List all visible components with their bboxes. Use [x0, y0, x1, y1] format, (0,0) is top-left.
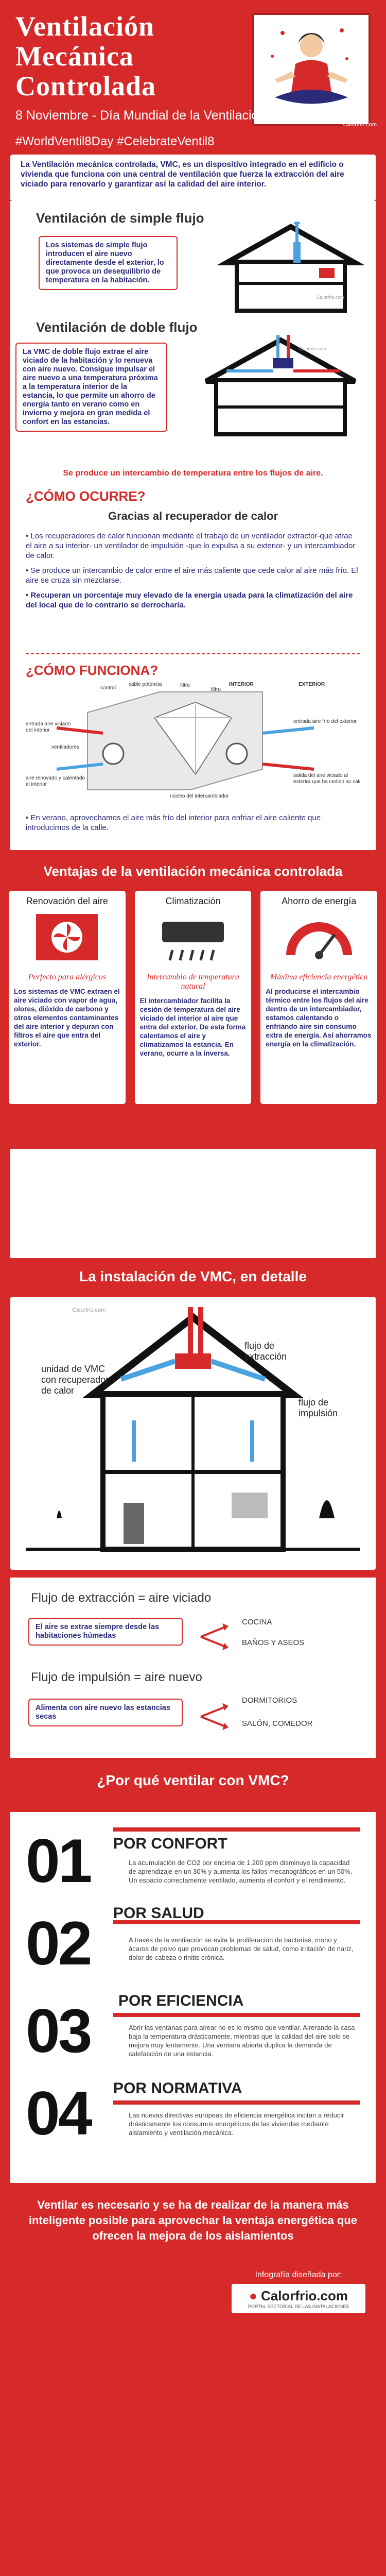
- how-bullet-3: • Recuperan un porcentaje muy elevado de la energía usada para la climatización del aire del local que de lo contrario se derrocharía.: [26, 591, 353, 609]
- how-title: ¿CÓMO OCURRE?: [26, 488, 146, 504]
- how-bullet-1-text: Los recuperadores de calor funcionan mediante el trabajo de un ventilador extractor-que atrae el aire a su interior- un ventilador de impulsión -que lo expulsa a su exterior- y un intercambiador de calor.: [26, 532, 356, 560]
- intro-text: La Ventilación mecánica controlada, VMC, es un dispositivo integrado en el edificio o vivienda que funciona con una central de ventilación que fuerza la extracción del aire viciado para renovarlo y garantizar así la calidad del aire interior.: [21, 160, 344, 189]
- footer: [0, 2183, 386, 2332]
- extract-arrows-icon: [196, 1621, 237, 1652]
- designed-by: Infografía diseñada por:: [255, 2270, 342, 2279]
- how-bullet-1: • Los recuperadores de calor funcionan mediante el trabajo de un ventilador extractor-que atrae el aire a su interior- un ventilador de impulsión -que lo expulsa a su exterior- y un intercambiador de calor.: [26, 532, 356, 560]
- card-text-air: Los sistemas de VMC extraen el aire viciado con vapor de agua, olores, dióxido de carbono y otros elementos contaminantes del aire interior y depuran con filtros el aire que entra del exterior.: [14, 988, 120, 1048]
- reason-1-text: La acumulación de CO2 por encima de 1.200 ppm disminuye la capacidad de aprendizaje en un 30% y aumenta los fallos mecanográficos en un 50%. Un espacio correctamente ventilado, aumenta el confort y el rendimiento.: [129, 1859, 353, 1884]
- simple-flow-house-icon: [216, 222, 365, 314]
- title-line-2: Mecánica: [15, 41, 134, 72]
- footer-credit: [232, 2270, 365, 2313]
- label-aire-renovado: aire renovado y calentado: [26, 775, 85, 781]
- label-interior: INTERIOR: [229, 682, 254, 687]
- why-title: ¿Por qué ventilar con VMC?: [97, 1772, 289, 1788]
- advantage-card-energy: [259, 889, 379, 1106]
- label-salida: salida del aire viciado al: [293, 773, 348, 778]
- impulse-arrows-icon: [196, 1701, 237, 1732]
- advantage-card-air: [7, 889, 127, 1106]
- intro-box: [10, 155, 376, 201]
- install-panel: [10, 1297, 376, 1570]
- logo-mark-icon: ●: [249, 2288, 257, 2303]
- label-salida-2: exterior que ha cedido su calor: [293, 779, 360, 785]
- simple-flow-title: Ventilación de simple flujo: [36, 210, 204, 226]
- footer-brand-text: Calorfrio.com: [260, 2288, 348, 2303]
- how-bullet-3-text: Recuperan un porcentaje muy elevado de la energía usada para la climatización del aire del local que de lo contrario se derrocharía.: [26, 591, 353, 609]
- double-brand-text: Calorfrio.com: [299, 346, 326, 351]
- impulse-title: Flujo de impulsión = aire nuevo: [31, 1670, 202, 1684]
- meditation-illustration: [252, 13, 371, 126]
- card-title-air: Renovación del aire: [26, 896, 108, 906]
- label-filtro-1: filtro: [180, 683, 190, 688]
- yoga-person-icon: [254, 15, 369, 124]
- install-house-icon: [10, 1297, 376, 1570]
- card-title-climate: Climatización: [165, 896, 221, 906]
- reason-3-number: 03: [26, 1996, 91, 2065]
- install-title: La instalación de VMC, en detalle: [79, 1268, 307, 1284]
- impulse-tag-bedrooms: DORMITORIOS: [242, 1696, 297, 1705]
- card-text-climate: El intercambiador facilita la cesión de temperatura del aire viciado del interior al aire que entra del exterior. De esta forma calentamos el aire y climatizamos la estancia. En verano, ocurre a la inversa.: [139, 997, 246, 1057]
- how-subtitle: Gracias al recuperador de calor: [108, 510, 278, 522]
- simple-flow-text: Los sistemas de simple flujo introducen el aire nuevo directamente desde el exterior, lo que provoca un desequilibrio de temperatura en la habitación.: [39, 236, 178, 290]
- summer-note-text: En verano, aprovechamos el aire más frío del interior para enfriar el aire caliente que introducimos de la calle.: [26, 814, 321, 832]
- how-bullet-2: • Se produce un intercambio de calor entre el aire más caliente que cede calor al aire más frío. El aire se cruza sin mezclarse.: [26, 566, 358, 585]
- label-aire-renovado-2: al interior: [26, 782, 47, 787]
- hero: [0, 0, 386, 155]
- reason-3-text: Abrir las ventanas para airear no es lo mismo que ventilar. Airerando la casa baja la temperatura drásticamente, mientras que la calidad del aire solo se mejora muy lentamente. Una ventana abierta duplica la demanda de calefacción de una estancia.: [129, 2024, 355, 2058]
- content-panel: [10, 201, 376, 1258]
- reason-4-number: 04: [26, 2079, 91, 2148]
- reason-2-head: POR SALUD: [113, 1905, 204, 1922]
- simple-brand-text: Calorfrio.com: [317, 295, 344, 300]
- impulse-text: Alimenta con aire nuevo las estancias secas: [28, 1699, 183, 1726]
- label-nucleo: núcleo del intercambiador: [170, 793, 229, 799]
- reason-4-bar: [113, 2100, 360, 2105]
- reason-2: [10, 1905, 376, 1992]
- why-list: [10, 1812, 376, 2183]
- why-header: [0, 1758, 386, 1812]
- reason-4-head: POR NORMATIVA: [113, 2080, 242, 2097]
- title-line-3: Controlada: [15, 71, 156, 101]
- label-entrada-frio: entrada aire frío del exterior: [293, 719, 357, 724]
- works-title: ¿CÓMO FUNCIONA?: [26, 663, 159, 678]
- reason-4-text: Las nuevas directivas europeas de eficiencia energética incitan a reducir drásticamente los consumos energéticos de las viviendas mediante aislamiento y ventilación mecánica.: [129, 2111, 344, 2137]
- hero-hashtags: #WorldVentil8Day #CelebrateVentil8: [15, 134, 215, 148]
- reason-1-head: POR CONFORT: [113, 1835, 227, 1852]
- install-impulse-label: flujo de impulsión: [299, 1397, 338, 1418]
- reason-4: [10, 2080, 376, 2167]
- how-section: [10, 478, 376, 653]
- card-title-energy: Ahorro de energía: [282, 896, 357, 906]
- label-ventiladores: ventiladores: [51, 744, 79, 750]
- double-flow-title: Ventilación de doble flujo: [36, 319, 198, 335]
- reason-3: [10, 1992, 376, 2080]
- advantages-title: Ventajas de la ventilación mecánica controlada: [43, 863, 343, 879]
- hero-date: 8 Noviembre - Día Mundial de la Ventilación: [15, 108, 266, 123]
- exchange-note: Se produce un intercambio de temperatura entre los flujos de aire.: [63, 469, 323, 478]
- extract-text: El aire se extrae siempre desde las habitaciones húmedas: [28, 1618, 183, 1646]
- advantages-cards: [0, 889, 386, 1106]
- advantages-section: [0, 850, 386, 1149]
- install-brand: Calorfrio.com: [72, 1307, 106, 1313]
- card-script-air: Perfecto para alérgicos: [28, 973, 107, 981]
- energy-gauge-icon: [280, 911, 358, 963]
- footer-brand: [236, 2288, 361, 2304]
- install-unit-label: unidad de VMC con recuperador de calor: [41, 1364, 109, 1396]
- advantage-card-climate: [133, 889, 253, 1106]
- label-filtro-2: filtro: [211, 687, 221, 692]
- label-cable: cable potencia: [129, 682, 162, 687]
- double-flow-house-icon: [196, 335, 365, 438]
- flows-section: [10, 1578, 376, 1758]
- reason-1-bar: [113, 1827, 360, 1832]
- impulse-tag-living: SALÓN, COMEDOR: [242, 1719, 313, 1728]
- extract-title: Flujo de extracción = aire viciado: [31, 1591, 212, 1605]
- how-bullet-2-text: Se produce un intercambio de calor entre el aire más caliente que cede calor al aire más frío. El aire se cruza sin mezclarse.: [26, 566, 358, 585]
- footer-tagline: PORTAL SECTORIAL DE LAS INSTALACIONES: [248, 2304, 349, 2309]
- reason-3-head: POR EFICIENCIA: [118, 1992, 244, 2009]
- label-exterior: EXTERIOR: [299, 682, 325, 687]
- reason-3-bar: [113, 2013, 360, 2017]
- double-flow-section: [10, 319, 376, 474]
- install-section: [0, 1258, 386, 1578]
- heat-recovery-diagram: [26, 682, 360, 800]
- card-text-energy: Al producirse el intercambio térmico entre los flujos del aire dentro de un intercambiador, estamos calentando o enfriando aire sin consumo extra de energía. Así ahorramos energía en la climatización.: [266, 988, 372, 1048]
- label-entrada-viciado-2: del interior: [26, 727, 50, 733]
- card-script-energy: Máxima eficiencia energética: [270, 973, 368, 981]
- fan-icon: [28, 911, 106, 963]
- footer-text: Ventilar es necesario y se ha de realizar de la manera más inteligente posible para aprovechar la ventaja energética que ofrecen la mejora de los aislamientos: [28, 2198, 358, 2242]
- double-flow-text: La VMC de doble flujo extrae el aire viciado de la habitación y lo renueva con aire nuevo. Consigue impulsar el aire nuevo a una temperatura próxima a la temperatura interior de la estancia, lo que permite un ahorro de energía tanto en verano como en invierno y mejora en gran medida el confort en las estancias.: [15, 343, 167, 432]
- label-control: control: [100, 685, 116, 691]
- reason-1: [10, 1817, 376, 1905]
- footer-logo: [232, 2284, 365, 2313]
- label-entrada-viciado: entrada aire viciado: [26, 721, 71, 727]
- reason-1-number: 01: [26, 1826, 91, 1895]
- card-script-climate: Intercambio de temperatura natural: [147, 973, 239, 991]
- air-conditioner-icon: [154, 911, 232, 963]
- works-section: [10, 654, 376, 850]
- reason-2-text: A través de la ventilación se evita la proliferación de bacterias, moho y ácaros de polvo que provocan problemas de salud, como irritación de nariz, dolor de cabeza o rinitis crónica.: [129, 1936, 354, 1961]
- simple-flow-section: [10, 201, 376, 319]
- summer-note: • En verano, aprovechamos el aire más frío del interior para enfriar el aire caliente que introducimos de la calle.: [26, 814, 321, 832]
- reason-2-number: 02: [26, 1909, 91, 1978]
- install-extract-label: flujo de extracción: [244, 1341, 287, 1362]
- title-line-1: Ventilación: [15, 11, 155, 42]
- extract-tag-bathrooms: BAÑOS Y ASEOS: [242, 1638, 305, 1647]
- hero-brand: Calorfrio.com: [343, 122, 377, 128]
- extract-tag-kitchen: COCINA: [242, 1618, 272, 1626]
